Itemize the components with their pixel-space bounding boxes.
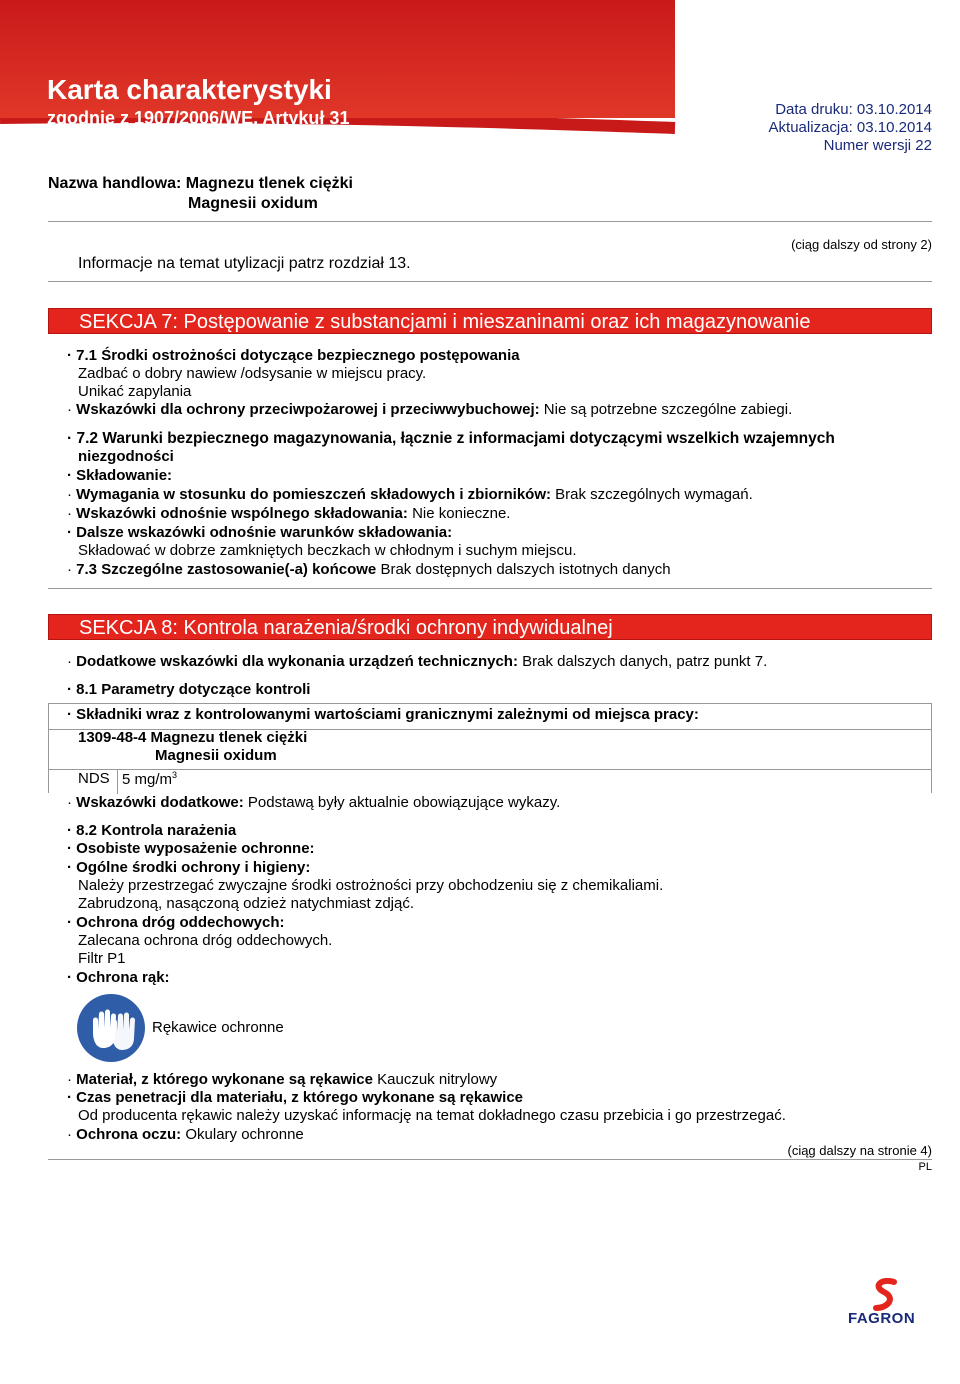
- penetration-label: · Czas penetracji dla materiału, z którego wykonane są rękawice: [67, 1089, 523, 1106]
- common-storage: [67, 505, 510, 522]
- req-value: Brak szczególnych wymagań.: [555, 486, 753, 503]
- trade-name-latin: Magnesii oxidum: [188, 195, 318, 212]
- print-date: Data druku: 03.10.2014: [775, 101, 932, 118]
- hygiene-line-2: Zabrudzoną, nasączoną odzież natychmiast zdjąć.: [78, 895, 415, 912]
- extra-value: Podstawą były aktualnie obowiązujące wykazy.: [247, 794, 561, 811]
- trade-name: Nazwa handlowa: Magnezu tlenek ciężki: [48, 175, 353, 192]
- nds-value-text: 5 mg/m: [122, 771, 173, 788]
- s73-label: 7.3 Szczególne zastosowanie(-a) końcowe: [76, 561, 377, 578]
- page-number: strona: 3/6: [851, 75, 932, 94]
- s82-title: · 8.2 Kontrola narażenia: [67, 822, 236, 839]
- respiratory-line-2: Filtr P1: [78, 950, 126, 967]
- update-date: Aktualizacja: 03.10.2014: [768, 119, 932, 136]
- header-divider: [48, 221, 932, 222]
- fagron-logo-symbol: [858, 1278, 918, 1314]
- common-value: Nie konieczne.: [412, 505, 511, 522]
- respiratory-label: · Ochrona dróg oddechowych:: [67, 914, 285, 931]
- tech-value: Brak dalszych danych, patrz punkt 7.: [522, 653, 768, 670]
- fire-protection: [67, 401, 792, 418]
- storage-label: · Składowanie:: [67, 467, 172, 484]
- section-7-heading: SEKCJA 7: Postępowanie z substancjami i mieszaninami oraz ich magazynowanie: [48, 308, 932, 334]
- nds-value: [122, 770, 177, 788]
- tech-label: Dodatkowe wskazówki dla wykonania urządzeń technicznych:: [76, 653, 518, 670]
- tech-measures: [67, 653, 767, 670]
- document-title: Karta charakterystyki: [47, 74, 332, 105]
- version-number: Numer wersji 22: [823, 137, 932, 154]
- eye-protection: [67, 1126, 304, 1143]
- s81-title: · 8.1 Parametry dotyczące kontroli: [67, 681, 310, 698]
- fire-label: Wskazówki dla ochrony przeciwpożarowej i przeciwwybuchowej:: [76, 401, 540, 418]
- continuation-to: (ciąg dalszy na stronie 4): [787, 1143, 932, 1158]
- further-storage-label: · Dalsze wskazówki odnośnie warunków składowania:: [67, 524, 452, 541]
- s72-title: · 7.2 Warunki bezpiecznego magazynowania, łącznie z informacjami dotyczącymi wszelkich wzajemnych: [67, 430, 835, 448]
- s73-line: [67, 561, 671, 578]
- divider: [48, 281, 932, 282]
- common-label: Wskazówki odnośnie wspólnego składowania:: [76, 505, 408, 522]
- extra-notes: [67, 794, 560, 811]
- cas-line: 1309-48-4 Magnezu tlenek ciężki: [78, 729, 308, 746]
- respiratory-line-1: Zalecana ochrona dróg oddechowych.: [78, 932, 333, 949]
- fire-value: Nie są potrzebne szczególne zabiegi.: [543, 401, 793, 418]
- req-label: Wymagania w stosunku do pomieszczeń składowych i zbiorników:: [76, 486, 551, 503]
- continuation-from: (ciąg dalszy od strony 2): [791, 237, 932, 252]
- cas-latin-name: Magnesii oxidum: [155, 747, 277, 764]
- gloves-caption: Rękawice ochronne: [152, 1019, 284, 1036]
- s71-title: · 7.1 Środki ostrożności dotyczące bezpiecznego postępowania: [67, 347, 520, 364]
- hygiene-label: · Ogólne środki ochrony i higieny:: [67, 859, 310, 876]
- material-label: Materiał, z którego wykonane są rękawice: [76, 1071, 373, 1088]
- hands-label: · Ochrona rąk:: [67, 969, 170, 986]
- fagron-logo: FAGRON: [848, 1310, 916, 1327]
- table-divider: [48, 769, 932, 770]
- s71-line-1: Zadbać o dobry nawiew /odsysanie w miejscu pracy.: [78, 365, 427, 382]
- footer-divider: [48, 1159, 932, 1160]
- section-8-heading: SEKCJA 8: Kontrola narażenia/środki ochrony indywidualnej: [48, 614, 932, 640]
- s73-value: Brak dostępnych dalszych istotnych danych: [380, 561, 671, 578]
- penetration-value: Od producenta rękawic należy uzyskać informację na temat dokładnego czasu przebicia i go przestrzegać.: [78, 1107, 786, 1124]
- disposal-note: Informacje na temat utylizacji patrz rozdział 13.: [78, 255, 411, 272]
- extra-label: Wskazówki dodatkowe:: [76, 794, 244, 811]
- eyes-value: Okulary ochronne: [185, 1126, 304, 1143]
- s71-line-2: Unikać zapylania: [78, 383, 192, 400]
- storage-requirements: [67, 486, 753, 503]
- material-value: Kauczuk nitrylowy: [377, 1071, 498, 1088]
- gloves-icon: [77, 994, 145, 1062]
- s72-title-2: niezgodności: [78, 448, 174, 465]
- nds-label: NDS: [78, 770, 110, 787]
- page-header: [0, 0, 960, 222]
- components-label: · Składniki wraz z kontrolowanymi wartościami granicznymi zależnymi od miejsca pracy:: [67, 706, 699, 723]
- document-subtitle: zgodnie z 1907/2006/WE, Artykuł 31: [47, 108, 350, 128]
- eyes-label: Ochrona oczu:: [76, 1126, 182, 1143]
- hygiene-line-1: Należy przestrzegać zwyczajne środki ostrożności przy obchodzeniu się z chemikaliami.: [78, 877, 664, 894]
- divider: [48, 588, 932, 589]
- table-cell-sep: [117, 769, 118, 794]
- glove-material: [67, 1071, 497, 1088]
- ppe-label: · Osobiste wyposażenie ochronne:: [67, 840, 315, 857]
- further-storage-value: Składować w dobrze zamkniętych beczkach w chłodnym i suchym miejscu.: [78, 542, 577, 559]
- language-code: PL: [918, 1161, 932, 1173]
- nds-unit-exponent: 3: [172, 770, 178, 780]
